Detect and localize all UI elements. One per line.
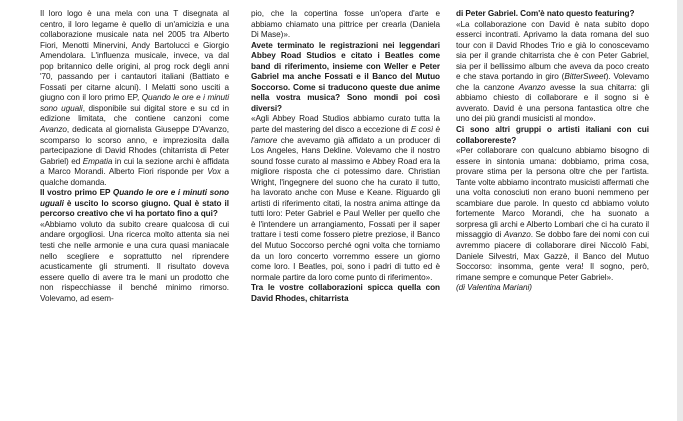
ep-title: Quando le ore e i minuti sono uguali bbox=[40, 93, 229, 113]
answer-1: «Abbiamo voluto da subito creare qualcosa di cui andare orgogliosi. Una ricerca molto attenta sia nei testi che nelle armonie e una cura quasi maniacale nello scegliere e soprattutto nel riprendere acusticamente gli strumenti. Il risultato doveva essere quello di avere tra le mani un prodotto che non rispecchiasse il benché minimo rimorso. Volevamo, ad esem- bbox=[40, 219, 229, 303]
answer-1-continued: pio, che la copertina fosse un'opera d'arte e abbiamo chiamato una pittrice per crearla (Daniela Di Mase)». bbox=[251, 9, 440, 40]
song-title: Avanzo bbox=[503, 230, 531, 240]
question-text: Ci sono altri gruppi o artisti italiani con cui collaborereste? bbox=[456, 125, 649, 145]
author-credit: (di Valentina Mariani) bbox=[456, 283, 532, 293]
song-title: E così è l'amore bbox=[251, 125, 440, 145]
answer-4 bbox=[456, 146, 649, 283]
answer-text: «Agli Abbey Road Studios abbiamo curato tutta la parte del mastering del disco a eccezione di bbox=[251, 114, 440, 135]
ep-title: Quando le ore e i minuti sono uguali bbox=[40, 188, 229, 208]
intro-paragraph bbox=[40, 9, 229, 188]
song-title: Avanzo bbox=[40, 125, 67, 135]
question-3 bbox=[251, 283, 440, 304]
answer-3 bbox=[456, 20, 649, 125]
magazine-name: Vox bbox=[207, 167, 221, 177]
question-text: Avete terminato le registrazioni nei leggendari Abbey Road Studios e citato i Beatles come band di riferimento, insieme con Weller e Peter Gabriel ma anche Fossati e il Banco del Mutuo Soccorso. Come si traducono queste due anime nella vostra musica? Sono mondi poi così diversi? bbox=[251, 40, 440, 113]
question-text: Tra le vostre collaborazioni spicca quella con David Rhodes, chitarrista bbox=[251, 283, 440, 303]
song-title: Empatia bbox=[82, 156, 113, 166]
answer-2 bbox=[251, 114, 440, 283]
question-3-continued bbox=[456, 9, 649, 20]
answer-text: . Se dobbo fare dei nomi con cui avremmo piacere di collaborare direi Niccolò Fabi, Daniele Silvestri, Max Gazzè, il Banco del Mutuo Soccorso: insomma, gente vera! Il sogno, però, rimane sempre e comunque Peter Gabriel». bbox=[456, 230, 650, 282]
page-edge bbox=[677, 0, 683, 421]
intro-text: in cui la sezione archi è affidata a Marco Morandi. Alberto Fiori risponde per bbox=[40, 156, 229, 177]
answer-text: che avevamo già affidato a un producer di Los Angeles, Hans Dekline. Volevamo che il nostro sound fosse curato al massimo e Abbey Road era la migliore risposta che ci potessimo dare. Christian Wright, l'ingegnere del suono che ha curato il tutto, ha lavorato anche con Muse e Keane. Riguardo gli artisti di riferimento citati, la nostra anima attinge da tutti loro: Peter Gabriel e Paul Weller per quello che è l'intendere un arrangiamento, Fossati per il saper trattare i testi come fossero pietre preziose, il Banco del Mutuo Soccorso perché ogni volta che torniamo da un loro concerto vorremmo essere un giorno come loro. I Beatles, poi, sono i padri di tutto ed è normale partire da loro come punto di riferimento». bbox=[251, 135, 440, 282]
intro-text: , dedicata al giornalista Giuseppe D'Avanzo, scomparso lo scorso anno, e impreziosita dalla partecipazione di David Rhodes (chitarrista di Peter Gabriel) ed bbox=[40, 125, 229, 166]
column-2 bbox=[251, 9, 440, 304]
byline bbox=[456, 283, 649, 294]
question-text: è uscito lo scorso giugno. Qual è stato il percorso creativo che vi ha portato fino a qui? bbox=[40, 198, 229, 219]
album-title: BitterSweet bbox=[564, 72, 606, 82]
intro-text: a qualche domanda. bbox=[40, 167, 230, 187]
answer-text: «La collaborazione con David è nata subito dopo esserci incontrati. Aprivamo la data romana del suo tour con il David Rhodes Trio e già lo conoscevamo sia per il grande chitarrista che è con Peter Gabriel, sia per il bellissimo album che aveva da poco creato e che stava portando in giro ( bbox=[456, 19, 649, 82]
question-4 bbox=[456, 125, 649, 146]
intro-text: Il loro logo è una mela con una T disegnata al centro, il loro legame è quello di un'amicizia e una collaborazione musicale nata nel 2005 tra Alberto Fiori, Menotti Minervini, Andy Bartolucci e Giorgio Amendolara. L'influenza musicale, invece, va dal pop britannico delle origini, al prog rock degli anni '70, passando per i cantautori italiani (Battiato e Fossati per citarne alcuni). I Melatti sono usciti a giugno con il loro primo EP, bbox=[40, 9, 229, 103]
column-1 bbox=[40, 9, 229, 304]
answer-text: avesse la sua chitarra: gli abbiamo chiesto di collaborare e il sogno si è avverato. David è una persona fantastica oltre che uno dei più grandi musicisti al mondo». bbox=[456, 82, 649, 124]
question-2 bbox=[251, 41, 440, 115]
answer-text: «Per collaborare con qualcuno abbiamo bisogno di essere in sintonia umana: dobbiamo, prima cosa, provare stima per la persona oltre che per l'artista. Tante volte abbiamo incontrato musicisti affermati che una volta conosciuti non erano buoni nemmeno per scambiare due parole. In questo cd abbiamo voluto fortemente Marco Morandi, che ha suonato a sorpresa gli archi e Alberto Lombari che ci ha curato il missaggio di bbox=[456, 146, 649, 240]
question-text: di Peter Gabriel. Com'è nato questo featuring? bbox=[456, 9, 635, 18]
song-title: Avanzo bbox=[518, 82, 546, 92]
answer-text: ). Volevamo che la canzone bbox=[456, 72, 650, 92]
intro-text: , disponibile sui digital store e su cd in edizione limitata, che contiene canzoni come bbox=[40, 103, 229, 124]
question-text: Il vostro primo EP bbox=[40, 188, 113, 198]
question-1 bbox=[40, 188, 229, 220]
column-3 bbox=[456, 9, 649, 294]
